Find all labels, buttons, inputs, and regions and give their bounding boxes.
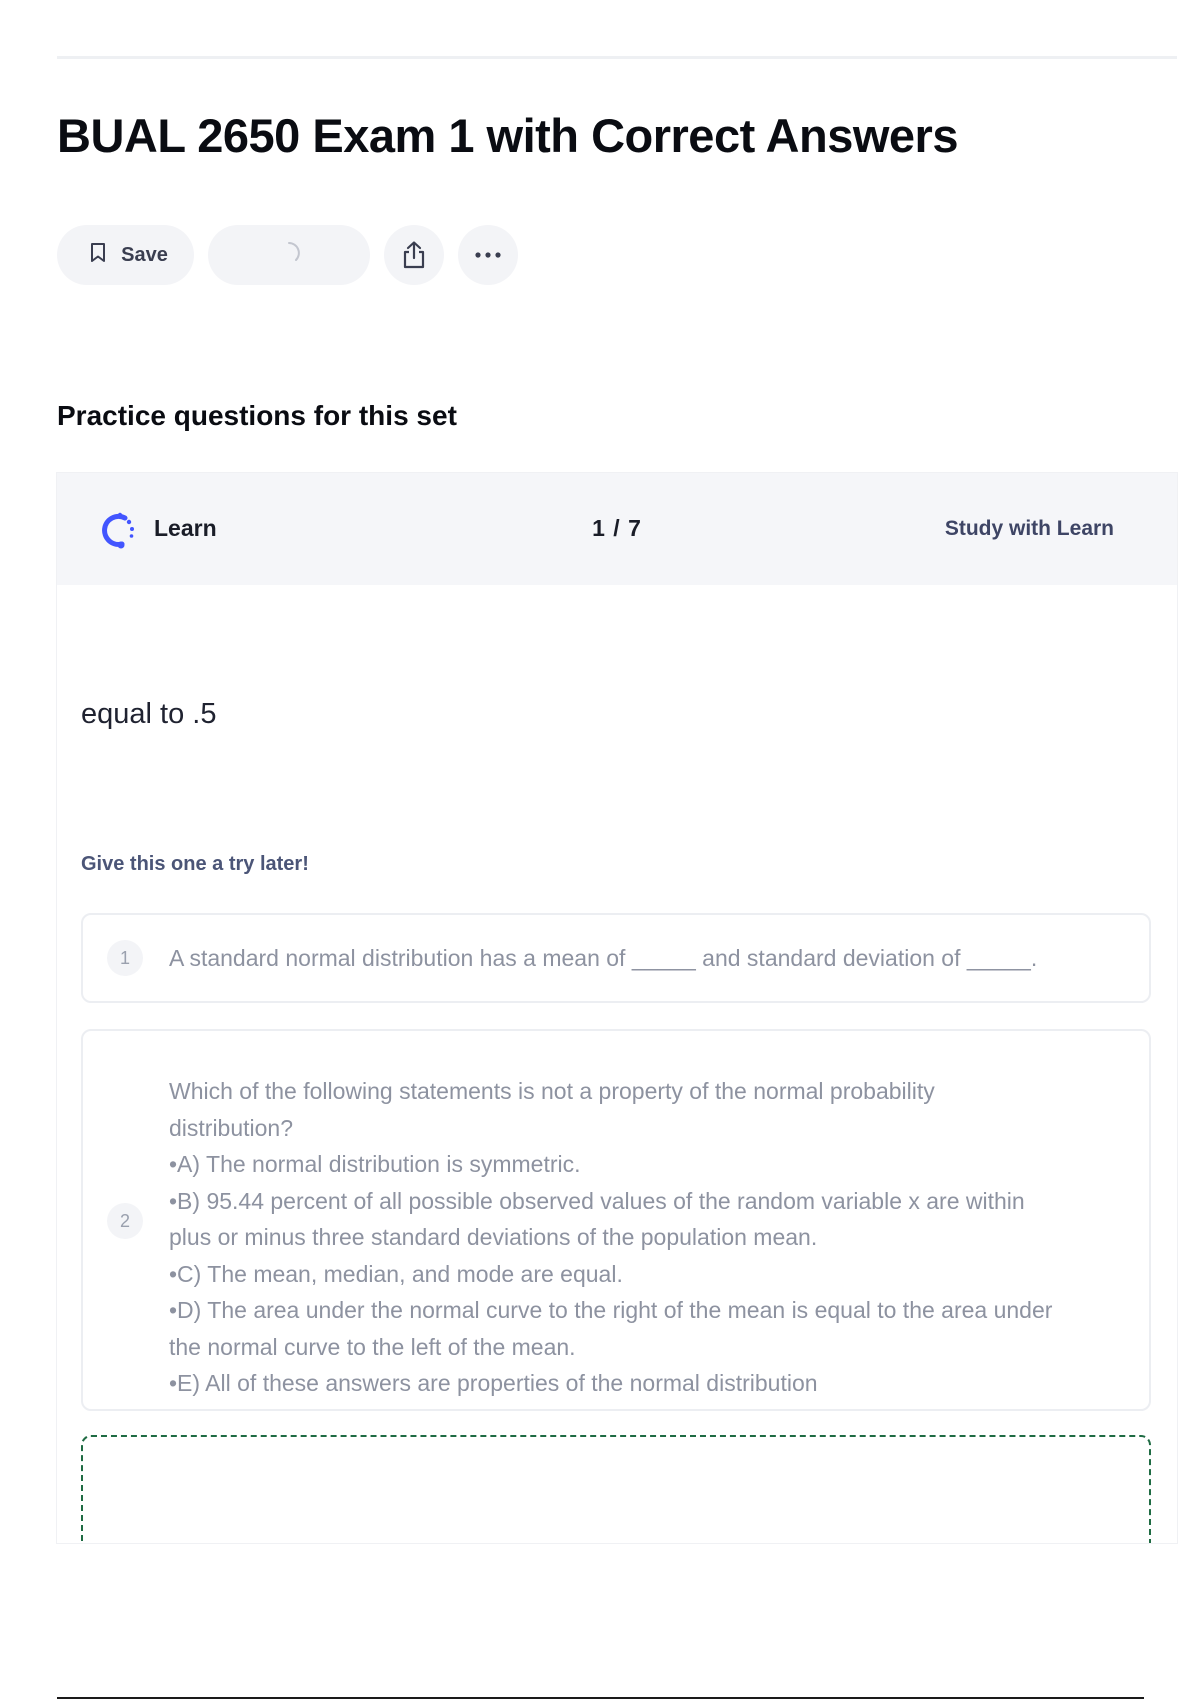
option-line: plus or minus three standard deviations of the population mean. xyxy=(169,1224,818,1250)
option-line: the normal curve to the left of the mean. xyxy=(169,1333,576,1360)
spinner-icon xyxy=(276,240,302,271)
option-text xyxy=(169,1073,1119,1402)
loading-button[interactable] xyxy=(208,225,370,285)
answer-text: equal to .5 xyxy=(81,698,217,730)
option-line: A standard normal distribution has a mean of _____ and standard deviation of _____. xyxy=(169,945,1038,971)
top-divider xyxy=(57,56,1177,59)
bookmark-icon xyxy=(89,242,107,269)
share-button[interactable] xyxy=(384,225,444,285)
try-later-label: Give this one a try later! xyxy=(81,853,309,875)
option-text xyxy=(169,940,1119,977)
option-line: Which of the following statements is not a property of the normal probability xyxy=(169,1078,935,1104)
option-number: 2 xyxy=(107,1203,143,1239)
share-icon xyxy=(400,240,428,270)
question-option-1[interactable] xyxy=(81,913,1151,1003)
option-line: •C) The mean, median, and mode are equal. xyxy=(169,1260,623,1287)
question-counter: 1 / 7 xyxy=(592,515,642,541)
page-title: BUAL 2650 Exam 1 with Correct Answers xyxy=(57,109,958,162)
action-toolbar xyxy=(57,225,532,285)
practice-heading: Practice questions for this set xyxy=(57,400,457,431)
option-number: 1 xyxy=(107,940,143,976)
question-option-2[interactable] xyxy=(81,1029,1151,1411)
practice-card xyxy=(57,473,1177,1543)
option-line: •A) The normal distribution is symmetric. xyxy=(169,1151,581,1177)
option-line: •B) 95.44 percent of all possible observed values of the random variable x are within xyxy=(169,1187,1025,1214)
answer-input-area[interactable] xyxy=(81,1435,1151,1543)
save-label: Save xyxy=(121,243,168,266)
save-button[interactable] xyxy=(57,225,194,285)
study-with-learn-link[interactable]: Study with Learn xyxy=(944,517,1114,540)
bottom-divider xyxy=(57,1697,1144,1699)
more-icon xyxy=(473,251,503,259)
card-header xyxy=(57,473,1177,585)
option-line: distribution? xyxy=(169,1114,294,1141)
learn-label: Learn xyxy=(154,515,217,541)
option-line: •D) The area under the normal curve to the right of the mean is equal to the area under xyxy=(169,1297,1053,1323)
option-line: •E) All of these answers are properties of the normal distribution xyxy=(169,1370,818,1396)
more-options-button[interactable] xyxy=(458,225,518,285)
